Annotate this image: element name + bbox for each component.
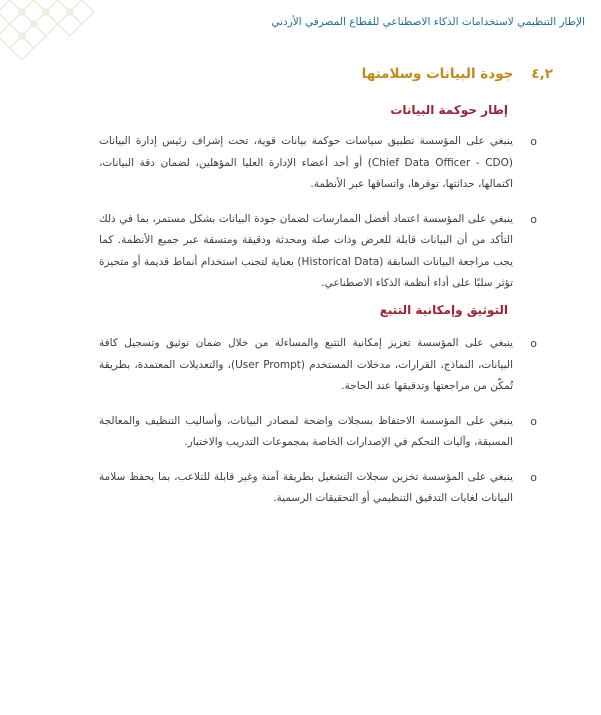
page-header: الإطار التنظيمي لاستخدامات الذكاء الاصطناعي للقطاع المصرفي الأردني — [271, 16, 585, 28]
list-item-text: ينبغي على المؤسسة تطبيق سياسات حوكمة بيانات قوية، تحت إشراف رئيس إدارة البيانات (Chief Data Officer - CDO) أو أحد أعضاء الإدارة العليا المؤهلين، لضمان دقة البيانات، اكتمالها، حداثتها، توفرها، واتساقها عبر الأنظمة. — [99, 135, 513, 190]
decorative-pattern — [0, 0, 110, 60]
bullet-icon: o — [530, 212, 537, 226]
section-number: ٤,٢ — [531, 66, 553, 82]
bullet-icon: o — [530, 135, 537, 148]
subsection-title-data-governance: إطار حوكمة البيانات — [390, 103, 508, 117]
list-item — [99, 467, 537, 510]
list-item-text: ينبغي على المؤسسة الاحتفاظ بسجلات واضحة لمصادر البيانات، وأساليب التنظيف والمعالجة المسبقة، وآليات التحكم في الإصدارات الخاصة بمجموعات التدريب والاختبار. — [99, 414, 513, 448]
list-item-text: ينبغي على المؤسسة اعتماد أفضل الممارسات لضمان جودة البيانات بشكل مستمر، بما في ذلك التأكد من أن البيانات قابلة للعرض وذات صلة ومحدثة ودقيقة ومتسقة عبر جميع الأنظمة. كما يجب مراجعة البيانات السابقة (Historical Data) بعناية لتجنب استخدام أنماط قديمة أو متحيزة تؤثر سلبًا على أداء أنظمة الذكاء الاصطناعي. — [99, 212, 514, 289]
list-item — [99, 209, 537, 295]
bullet-icon: o — [530, 337, 537, 350]
subsection-title-documentation: التوثيق وإمكانية التتبع — [379, 303, 508, 317]
list-item-text: ينبغي على المؤسسة تعزيز إمكانية التتبع والمساءلة من خلال ضمان توثيق وتسجيل كافة البيانات، النماذج، القرارات، مدخلات المستخدم (User Prompt)، والتعديلات المعتمدة، بطريقة تُمكّن من مراجعتها وتدقيقها عند الحاجة. — [99, 337, 513, 392]
documentation-list — [99, 333, 537, 510]
list-item — [99, 333, 537, 398]
data-governance-list — [99, 131, 537, 295]
bullet-icon: o — [530, 470, 537, 484]
bullet-icon: o — [530, 414, 537, 428]
section-heading — [362, 66, 553, 82]
list-item — [99, 411, 537, 454]
list-item-text: ينبغي على المؤسسة تخزين سجلات التشغيل بطريقة آمنة وغير قابلة للتلاعب، بما يحفظ سلامة البيانات لغايات التدقيق التنظيمي أو التحقيقات الرسمية. — [99, 470, 513, 504]
list-item — [99, 131, 537, 196]
section-title: جودة البيانات وسلامتها — [361, 66, 514, 82]
